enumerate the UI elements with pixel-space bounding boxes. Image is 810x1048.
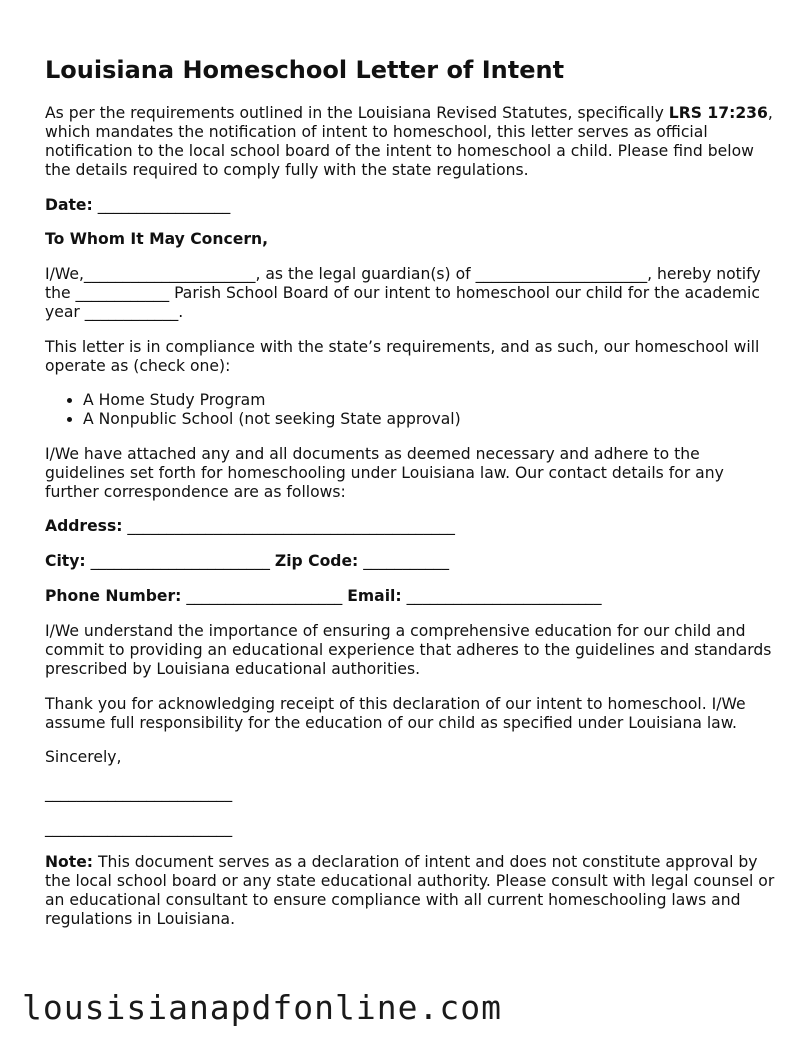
notice-paragraph	[45, 265, 775, 322]
intro-text-rest: , which mandates the notification of intent to homeschool, this letter serves as official notification to the local school board of the intent to homeschool a child. Please find below the details required to comply fully with the state regulations.	[45, 104, 773, 179]
note-text: This document serves as a declaration of intent and does not constitute approval by the local school board or any state educational authority. Please consult with legal counsel or an educational consultant to ensure compliance with all current homeschooling laws and regulations in Louisiana.	[45, 853, 775, 928]
address-field[interactable]: __________________________________________	[122, 517, 455, 535]
site-watermark: lousisianapdfonline.com	[22, 988, 502, 1027]
thanks-paragraph	[45, 695, 775, 733]
signature-field-2[interactable]: ________________________	[45, 819, 233, 837]
city-field[interactable]: _______________________	[85, 552, 275, 570]
note-label: Note:	[45, 853, 94, 871]
signature-line-2	[45, 819, 775, 838]
attachments-paragraph	[45, 445, 775, 502]
salutation-text: To Whom It May Concern,	[45, 230, 269, 248]
email-label: Email:	[347, 587, 402, 605]
option-home-study[interactable]: • A Home Study Program	[83, 391, 775, 410]
compliance-text: This letter is in compliance with the state’s requirements, and as such, our homeschool will operate as (check one):	[45, 338, 760, 375]
compliance-paragraph	[45, 338, 775, 376]
intro-text: As per the requirements outlined in the Louisiana Revised Statutes, specifically	[45, 104, 669, 122]
document-title: Louisiana Homeschool Letter of Intent	[45, 56, 565, 84]
notice-text: I/We,______________________, as the legal guardian(s) of ______________________, hereby notify the ____________ Parish School Board of our intent to homeschool our child for the academic year ____________.	[45, 265, 761, 321]
date-label: Date:	[45, 196, 93, 214]
intro-paragraph	[45, 104, 775, 180]
city-label: City:	[45, 552, 86, 570]
zip-label: Zip Code:	[274, 552, 359, 570]
date-line	[45, 196, 775, 215]
date-field[interactable]: _________________	[92, 196, 231, 214]
phone-field[interactable]: ____________________	[181, 587, 348, 605]
understand-paragraph	[45, 622, 775, 679]
zip-field[interactable]: ___________	[358, 552, 450, 570]
phone-email-line	[45, 587, 775, 606]
operation-options	[45, 391, 775, 429]
address-label: Address:	[45, 517, 123, 535]
attachments-text: I/We have attached any and all documents as deemed necessary and adhere to the guidelines set forth for homeschooling under Louisiana law. Our contact details for any further correspondence are as follows:	[45, 445, 724, 501]
address-line	[45, 517, 775, 536]
salutation	[45, 230, 775, 249]
email-field[interactable]: _________________________	[401, 587, 602, 605]
closing	[45, 748, 775, 767]
option-nonpublic-school[interactable]: • A Nonpublic School (not seeking State approval)	[83, 410, 775, 429]
city-zip-line	[45, 552, 775, 571]
signature-field-1[interactable]: ________________________	[45, 784, 233, 802]
statute-reference: LRS 17:236	[668, 104, 768, 122]
closing-text: Sincerely,	[45, 748, 122, 766]
note-paragraph	[45, 853, 775, 929]
phone-label: Phone Number:	[45, 587, 182, 605]
understand-text: I/We understand the importance of ensuring a comprehensive education for our child and commit to providing an educational experience that adheres to the guidelines and standards prescribed by Louisiana educational authorities.	[45, 622, 772, 678]
thanks-text: Thank you for acknowledging receipt of this declaration of our intent to homeschool. I/We assume full responsibility for the education of our child as specified under Louisiana law.	[45, 695, 746, 732]
signature-line-1	[45, 784, 775, 803]
